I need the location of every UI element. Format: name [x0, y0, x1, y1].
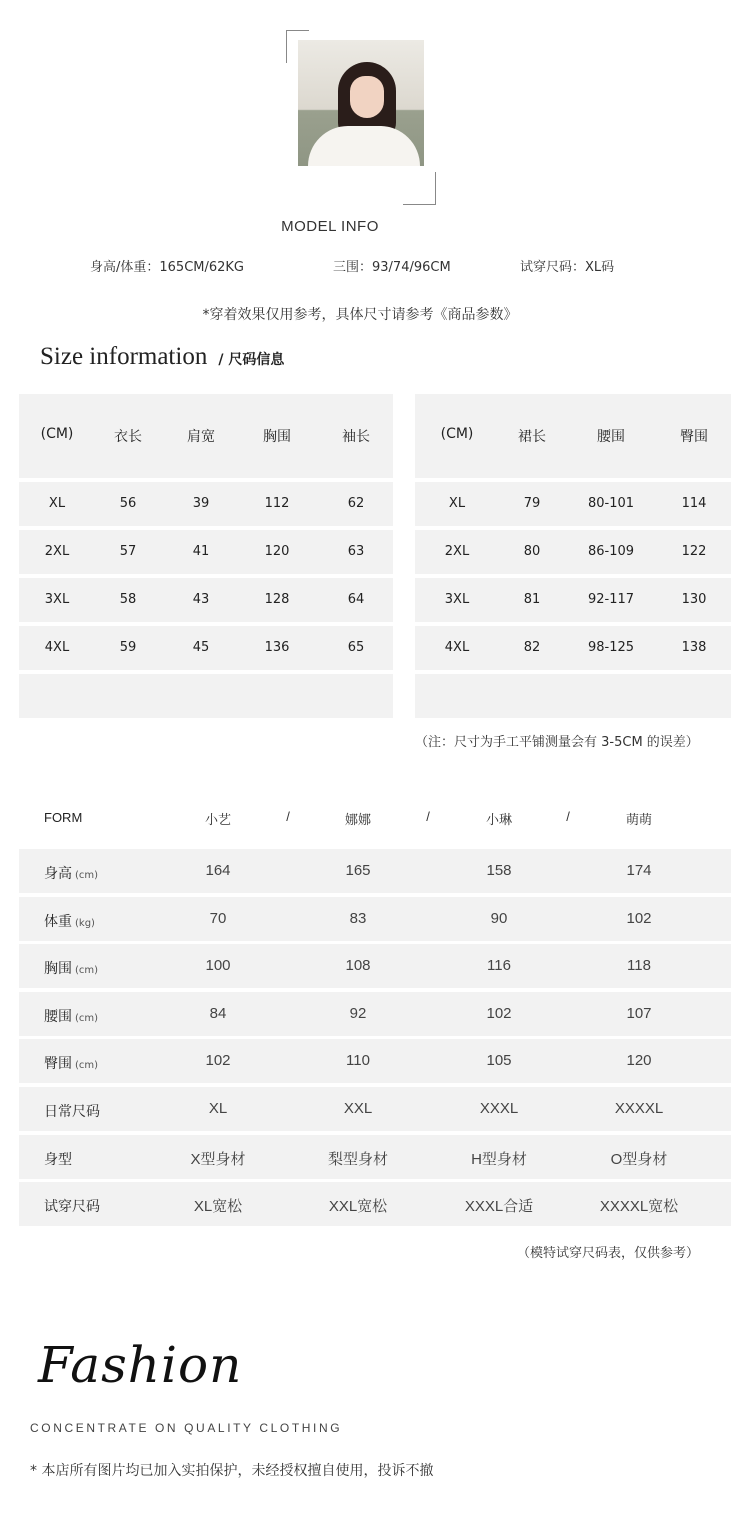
form-row-unit: (cm) [75, 870, 99, 881]
form-cell: 100 [205, 957, 231, 975]
form-cell: XL宽松 [193, 1198, 243, 1216]
table-cell: 2XL [44, 544, 70, 559]
measure-note: （注：尺寸为手工平铺测量会有 3-5CM 的误差） [415, 735, 699, 750]
table-cell: 4XL [44, 640, 70, 655]
form-row-label-text: 臀围 [44, 1056, 72, 1073]
table-cell: 79 [523, 496, 541, 511]
form-cell: XXXXL宽松 [599, 1198, 679, 1216]
form-cell: 108 [345, 957, 371, 975]
table-cell: 3XL [44, 592, 70, 607]
tagline: CONCENTRATE ON QUALITY CLOTHING [30, 1421, 343, 1435]
form-row-label-text: 腰围 [44, 1008, 72, 1025]
table-cell: 41 [192, 544, 210, 559]
form-cell: 158 [486, 862, 512, 879]
reference-note: *穿着效果仅用参考，具体尺寸请参考《商品参数》 [202, 307, 518, 323]
form-cell: 107 [626, 1004, 652, 1022]
table-cell: 2XL [444, 544, 470, 559]
model-photo-frame [286, 30, 436, 205]
form-cell: 174 [626, 862, 652, 879]
table-cell: 122 [681, 544, 707, 559]
form-cell: 116 [487, 957, 511, 975]
table-header-cell: 胸围 [263, 429, 291, 445]
table-header-cell: 腰围 [597, 429, 625, 445]
form-cell: O型身材 [610, 1150, 668, 1168]
form-row-label-text: 日常尺码 [44, 1104, 100, 1120]
form-cell: XXL [343, 1100, 373, 1117]
table-cell: 62 [347, 496, 365, 511]
form-row-label [44, 1006, 98, 1026]
model-height-weight: 身高/体重：165CM/62KG [90, 260, 245, 275]
form-row-unit: (cm) [75, 965, 99, 977]
table-header-cell: 臀围 [680, 429, 708, 445]
form-row [19, 897, 731, 941]
table-empty-row [19, 674, 393, 718]
form-row-label [44, 1149, 72, 1169]
form-note: （模特试穿尺码表，仅供参考） [517, 1246, 700, 1261]
form-cell: 84 [209, 1004, 227, 1022]
form-cell: 梨型身材 [327, 1150, 388, 1168]
form-row-label [44, 1101, 100, 1121]
table-cell: 138 [681, 640, 707, 655]
table-cell: 80-101 [587, 496, 635, 511]
form-row [19, 944, 731, 988]
frame-corner-bottom-right [403, 172, 436, 205]
table-cell: 56 [119, 496, 137, 511]
form-row-label [44, 1196, 100, 1216]
table-cell: 86-109 [587, 544, 635, 559]
form-cell: 118 [627, 957, 651, 975]
model-name: 小艺 [204, 812, 231, 827]
table-cell: 39 [192, 496, 210, 511]
form-cell: 105 [486, 1052, 512, 1070]
table-cell: 81 [523, 592, 541, 607]
size-info-title-cn: / 尺码信息 [218, 352, 285, 368]
form-cell: H型身材 [471, 1150, 527, 1168]
table-cell: 112 [264, 496, 290, 511]
model-separator: / [286, 809, 290, 824]
form-row-label [44, 958, 98, 978]
table-header-cell: 袖长 [342, 429, 370, 445]
table-cell: 120 [264, 544, 290, 559]
form-label: FORM [44, 810, 83, 825]
form-row [19, 1182, 731, 1226]
form-cell: 102 [626, 909, 652, 927]
model-name: 小琳 [485, 812, 512, 827]
model-name: 萌萌 [625, 812, 652, 827]
form-row-label-text: 胸围 [44, 961, 72, 978]
form-row-label-text: 体重 [44, 913, 72, 930]
form-row-unit: (cm) [75, 1012, 99, 1024]
table-header-cell: 肩宽 [187, 429, 215, 445]
table-cell: 136 [264, 640, 290, 655]
table-cell: 3XL [444, 592, 470, 607]
model-photo [298, 40, 424, 166]
table-cell: 80 [523, 544, 541, 559]
table-cell: 114 [681, 496, 707, 511]
form-row [19, 992, 731, 1036]
form-cell: XXXL合适 [464, 1198, 534, 1216]
table-cell: 63 [347, 544, 365, 559]
form-row [19, 1087, 731, 1131]
form-row [19, 849, 731, 893]
model-separator: / [566, 809, 570, 824]
table-cell: XL [48, 496, 66, 511]
form-row-label-text: 身高 [44, 866, 72, 882]
table-cell: 58 [119, 592, 137, 607]
form-row-label-text: 身型 [44, 1151, 72, 1168]
form-cell: 164 [205, 862, 231, 879]
form-cell: 120 [626, 1052, 652, 1070]
table-cell: 45 [192, 640, 210, 655]
table-cell: 92-117 [587, 592, 635, 607]
form-cell: XL [208, 1100, 228, 1117]
table-cell: 128 [264, 592, 290, 607]
table-cell: 57 [119, 544, 137, 559]
size-info-heading [40, 343, 284, 371]
form-cell: 110 [346, 1052, 370, 1070]
form-row [19, 1135, 731, 1179]
size-info-title-en: Size information [40, 343, 208, 370]
table-header-cell: 衣长 [114, 429, 142, 445]
form-cell: 83 [349, 909, 367, 927]
table-cell: 43 [192, 592, 210, 607]
table-cell: 4XL [444, 640, 470, 655]
table-cell: XL [448, 496, 466, 511]
table-empty-row [415, 674, 731, 718]
form-row-unit: (cm) [75, 1060, 99, 1072]
model-separator: / [426, 809, 430, 824]
form-cell: 102 [205, 1052, 231, 1070]
copyright-notice: * 本店所有图片均已加入实拍保护，未经授权擅自使用，投诉不撤 [30, 1463, 434, 1479]
fashion-logo-text: Fashion [38, 1336, 243, 1394]
table-cell: 65 [347, 640, 365, 655]
table-cell: 130 [681, 592, 707, 607]
model-name: 娜娜 [344, 812, 371, 827]
form-cell: X型身材 [190, 1150, 246, 1168]
form-row-label-text: 试穿尺码 [44, 1199, 100, 1216]
model-measurements: 三围：93/74/96CM [333, 260, 451, 275]
form-cell: 102 [486, 1004, 512, 1022]
form-cell: XXXXL [614, 1100, 664, 1117]
form-cell: 92 [349, 1004, 367, 1022]
table-cell: 59 [119, 640, 137, 655]
bottom-size-table [415, 394, 731, 718]
model-info-title: MODEL INFO [281, 218, 379, 235]
form-row-label [44, 863, 98, 883]
table-cell: 82 [523, 640, 541, 655]
form-cell: XXL宽松 [328, 1198, 388, 1216]
form-row-unit: (kg) [75, 917, 95, 929]
form-row-label [44, 1053, 98, 1073]
form-cell: 70 [209, 909, 227, 927]
table-cell: 64 [347, 592, 365, 607]
form-cell: 165 [345, 862, 371, 879]
model-try-size: 试穿尺码：XL码 [520, 260, 615, 275]
table-header-cell: 裙长 [518, 429, 546, 445]
form-cell: 90 [490, 909, 508, 927]
form-row-label [44, 911, 95, 931]
table-header-cell: (CM) [40, 426, 74, 442]
top-size-table [19, 394, 393, 718]
table-header-cell: (CM) [440, 426, 474, 442]
form-cell: XXXL [479, 1100, 519, 1117]
form-row [19, 1039, 731, 1083]
table-cell: 98-125 [587, 640, 635, 655]
